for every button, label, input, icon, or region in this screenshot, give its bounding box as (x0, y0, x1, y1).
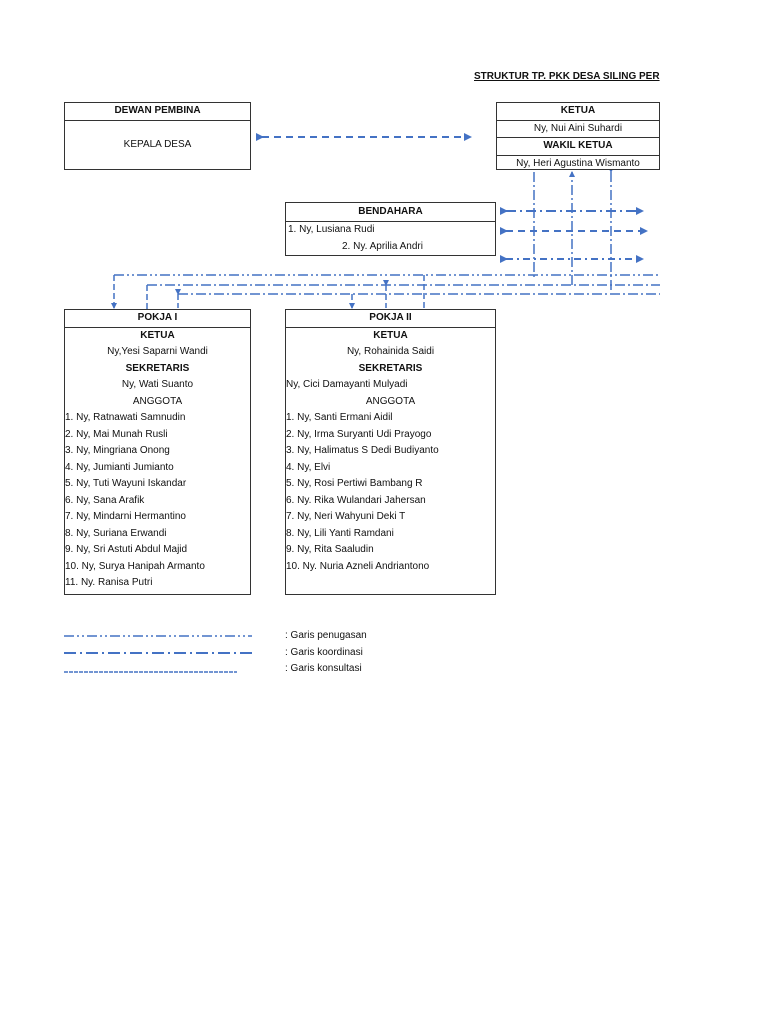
list-item: 4. Ny, Elvi (286, 461, 331, 473)
pokja1-ketua-name: Ny,Yesi Saparni Wandi (107, 346, 208, 357)
pokja1-anggota-label: ANGGOTA (132, 395, 183, 407)
pokja2-anggota-label: ANGGOTA (365, 395, 416, 407)
pokja2-sekretaris-name: Ny, Cici Damayanti Mulyadi (286, 379, 408, 390)
pokja1-box (64, 309, 251, 595)
list-item: 10. Ny, Surya Hanipah Armanto (65, 560, 205, 572)
wakil-ketua-label: WAKIL KETUA (497, 138, 659, 156)
list-item: 1. Ny, Santi Ermani Aidil (286, 412, 393, 423)
list-item: 7. Ny, Neri Wahyuni Deki T (286, 511, 406, 522)
pokja1-ketua-label: KETUA (140, 329, 175, 341)
pokja1-sekretaris-label: SEKRETARIS (125, 362, 190, 374)
list-item: 10. Ny. Nuria Azneli Andriantono (286, 560, 430, 572)
list-item: 5. Ny, Tuti Wayuni Iskandar (65, 478, 187, 489)
bendahara-box (285, 202, 496, 256)
list-item: 3. Ny, Mingriana Onong (65, 445, 170, 456)
pokja2-box (285, 309, 496, 595)
page-title: STRUKTUR TP. PKK DESA SILING PER (474, 71, 660, 82)
ketua-label: KETUA (497, 103, 659, 121)
pokja1-header: POKJA I (65, 310, 250, 328)
bendahara-header: BENDAHARA (286, 203, 495, 222)
dewan-pembina-box (64, 102, 251, 170)
list-item: 11. Ny. Ranisa Putri (65, 577, 153, 588)
list-item: 4. Ny, Jumianti Jumianto (65, 461, 174, 473)
list-item: 8. Ny, Suriana Erwandi (65, 527, 167, 539)
list-item: 3. Ny, Halimatus S Dedi Budiyanto (286, 445, 439, 456)
pokja1-sekretaris-name: Ny, Wati Suanto (121, 379, 194, 390)
pokja2-ketua-name: Ny, Rohainida Saidi (346, 346, 435, 357)
list-item: 6. Ny. Rika Wulandari Jahersan (286, 494, 426, 506)
list-item: 9. Ny, Rita Saaludin (286, 544, 374, 555)
list-item: 5. Ny, Rosi Pertiwi Bambang R (286, 478, 423, 489)
list-item: 9. Ny, Sri Astuti Abdul Majid (65, 544, 188, 555)
legend-label-penugasan: : Garis penugasan (285, 630, 367, 641)
bendahara-item: 1. Ny, Lusiana Rudi (288, 224, 375, 235)
pokja2-sekretaris-label: SEKRETARIS (358, 362, 423, 374)
list-item: 2. Ny, Mai Munah Rusli (65, 428, 168, 440)
list-item: 8. Ny, Lili Yanti Ramdani (286, 527, 394, 539)
dewan-pembina-body: KEPALA DESA (123, 138, 192, 150)
legend-label-koordinasi: : Garis koordinasi (285, 647, 363, 658)
list-item: 7. Ny, Mindarni Hermantino (65, 511, 186, 522)
list-item: 6. Ny, Sana Arafik (65, 494, 145, 506)
list-item: 2. Ny, Irma Suryanti Udi Prayogo (286, 428, 432, 440)
dewan-pembina-header: DEWAN PEMBINA (65, 103, 250, 121)
pokja2-ketua-label: KETUA (373, 329, 408, 341)
ketua-box (496, 102, 660, 170)
bendahara-item: 2. Ny. Aprilia Andri (342, 240, 423, 252)
list-item: 1. Ny, Ratnawati Samnudin (65, 412, 186, 423)
legend-label-konsultasi: : Garis konsultasi (285, 663, 362, 674)
wakil-ketua-name: Ny, Heri Agustina Wismanto (516, 157, 640, 169)
pokja2-header: POKJA II (286, 310, 495, 328)
ketua-name: Ny, Nui Aini Suhardi (497, 121, 659, 139)
